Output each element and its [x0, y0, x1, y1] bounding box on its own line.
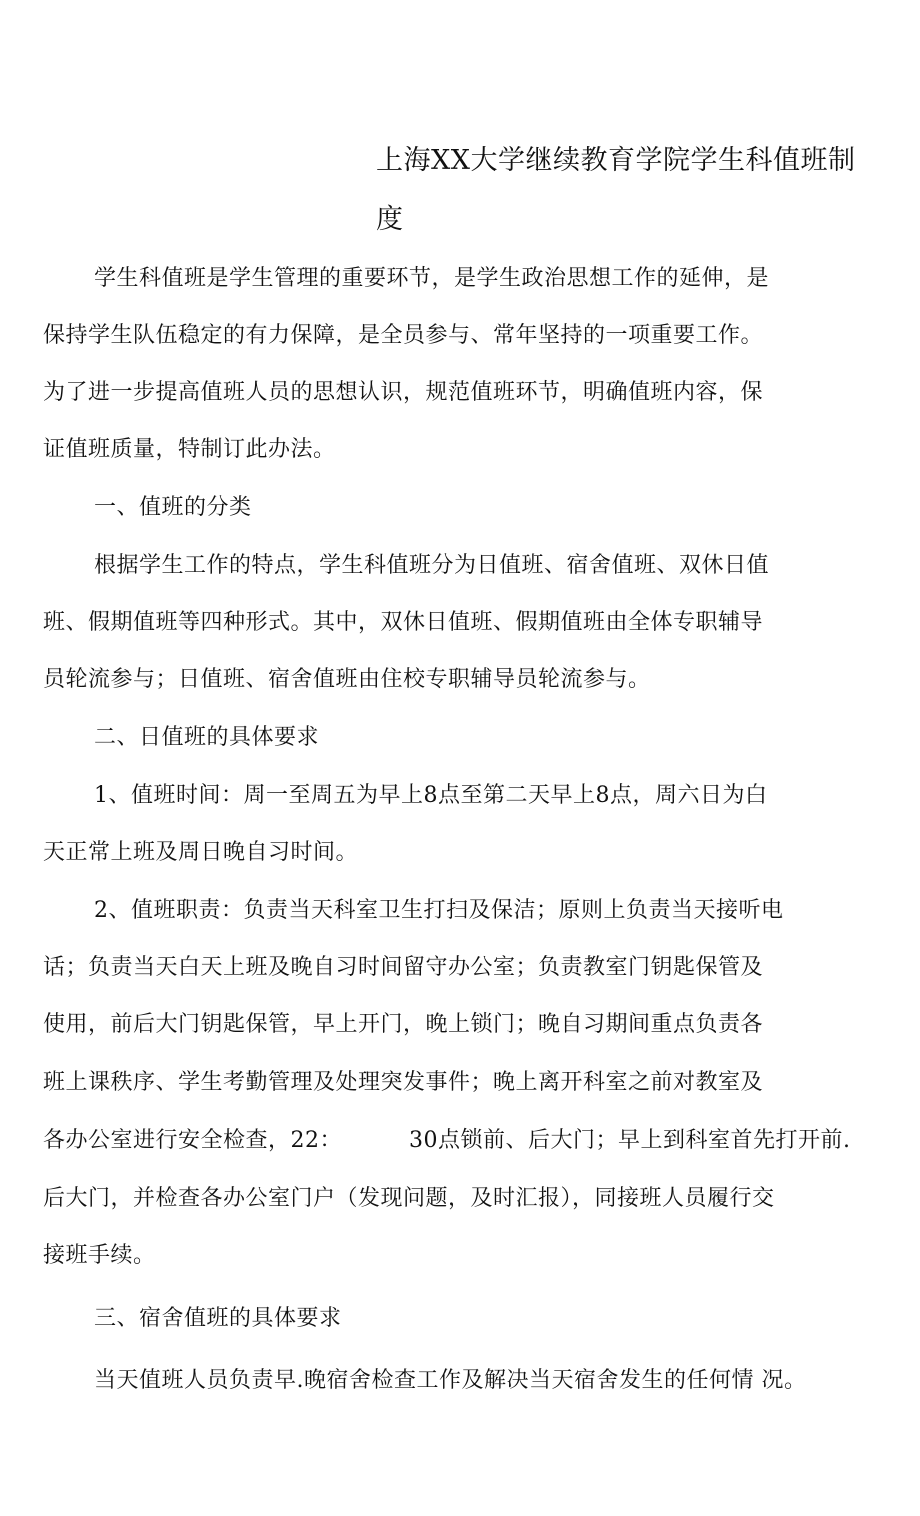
- section-2-item-2-line-5b: 30点锁前、后大门；早上到科室首先打开前.: [409, 1128, 851, 1153]
- intro-line-1: 学生科值班是学生管理的重要环节，是学生政治思想工作的延伸，是: [94, 266, 770, 291]
- section-3-line-1: 当天值班人员负责早.晚宿舍检查工作及解决当天宿舍发生的任何情 况。: [94, 1368, 807, 1393]
- section-1-line-3: 员轮流参与；日值班、宿舍值班由住校专职辅导员轮流参与。: [43, 667, 651, 692]
- section-2-item-2-line-7: 接班手续。: [43, 1243, 156, 1268]
- intro-line-4: 证值班质量，特制订此办法。: [43, 437, 336, 462]
- section-2-item-2-line-2: 话；负责当天白天上班及晚自习时间留守办公室；负责教室门钥匙保管及: [43, 955, 764, 980]
- section-1-heading: 一、值班的分类: [94, 495, 252, 520]
- intro-line-3: 为了进一步提高值班人员的思想认识，规范值班环节，明确值班内容，保: [43, 380, 764, 405]
- section-1-line-1: 根据学生工作的特点，学生科值班分为日值班、宿舍值班、双休日值: [94, 553, 770, 578]
- document-title-line-1: 上海XX大学继续教育学院学生科值班制: [376, 145, 856, 176]
- intro-line-2: 保持学生队伍稳定的有力保障，是全员参与、常年坚持的一项重要工作。: [43, 323, 764, 348]
- section-1-line-2: 班、假期值班等四种形式。其中，双休日值班、假期值班由全体专职辅导: [43, 610, 764, 635]
- section-2-heading: 二、日值班的具体要求: [94, 725, 320, 750]
- section-2-item-2-line-3: 使用，前后大门钥匙保管，早上开门，晚上锁门；晚自习期间重点负责各: [43, 1012, 764, 1037]
- section-2-item-2-line-5a: 各办公室进行安全检查，22：: [43, 1128, 342, 1153]
- section-3-heading: 三、宿舍值班的具体要求: [94, 1306, 342, 1331]
- section-2-item-1-line-2: 天正常上班及周日晚自习时间。: [43, 840, 359, 865]
- section-2-item-2-line-1: 2、值班职责：负责当天科室卫生打扫及保洁；原则上负责当天接听电: [94, 898, 784, 923]
- section-2-item-2-line-4: 班上课秩序、学生考勤管理及处理突发事件；晚上离开科室之前对教室及: [43, 1070, 764, 1095]
- document-title-line-2: 度: [376, 204, 404, 235]
- section-2-item-1-line-1: 1、值班时间：周一至周五为早上8点至第二天早上8点，周六日为白: [94, 783, 768, 808]
- section-2-item-2-line-6: 后大门，并检查各办公室门户（发现问题，及时汇报），同接班人员履行交: [43, 1186, 775, 1211]
